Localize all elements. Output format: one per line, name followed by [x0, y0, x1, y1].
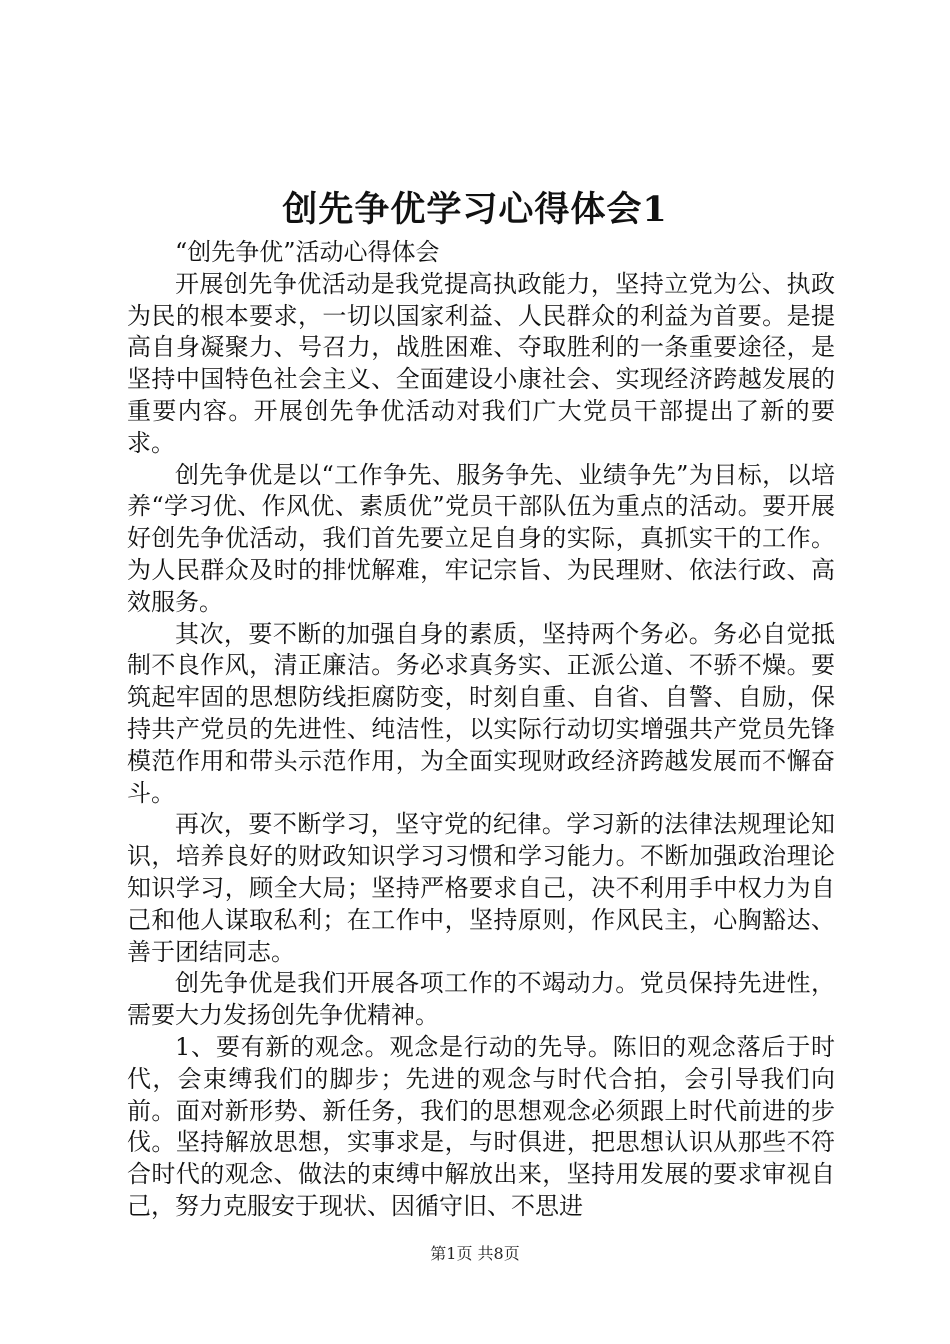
paragraph: 创先争优是以“工作争先、服务争先、业绩争先”为目标，以培养“学习优、作风优、素质优”党员干部队伍为重点的活动。要开展好创先争优活动，我们首先要立足自身的实际，真抓实干的工作。为人民群众及时的排忧解难，牢记宗旨、为民理财、依法行政、高效服务。 — [127, 460, 835, 616]
page-number-footer: 第1页 共8页 — [430, 1244, 520, 1263]
paragraph: 再次，要不断学习，坚守党的纪律。学习新的法律法规理论知识，培养良好的财政知识学习习惯和学习能力。不断加强政治理论知识学习，顾全大局；坚持严格要求自己，决不利用手中权力为自己和他人谋取私利；在工作中，坚持原则，作风民主，心胸豁达、善于团结同志。 — [127, 810, 835, 966]
subtitle: “创先争优”活动心得体会 — [175, 238, 440, 266]
paragraph: 创先争优是我们开展各项工作的不竭动力。党员保持先进性，需要大力发扬创先争优精神。 — [127, 969, 835, 1030]
document-title: 创先争优学习心得体会1 — [282, 189, 668, 230]
paragraph: 其次，要不断的加强自身的素质，坚持两个务必。务必自觉抵制不良作风，清正廉洁。务必求真务实、正派公道、不骄不燥。要筑起牢固的思想防线拒腐防变，时刻自重、自省、自警、自励，保持共产党员的先进性、纯洁性，以实际行动切实增强共产党员先锋模范作用和带头示范作用，为全面实现财政经济跨越发展而不懈奋斗。 — [127, 619, 835, 807]
paragraph: 开展创先争优活动是我党提高执政能力，坚持立党为公、执政为民的根本要求，一切以国家利益、人民群众的利益为首要。是提高自身凝聚力、号召力，战胜困难、夺取胜利的一条重要途径，是坚持中国特色社会主义、全面建设小康社会、实现经济跨越发展的重要内容。开展创先争优活动对我们广大党员干部提出了新的要求。 — [127, 269, 835, 457]
document-body — [127, 237, 835, 1223]
paragraph: 1、要有新的观念。观念是行动的先导。陈旧的观念落后于时代，会束缚我们的脚步；先进的观念与时代合拍，会引导我们向前。面对新形势、新任务，我们的思想观念必须跟上时代前进的步伐。坚持解放思想，实事求是，与时俱进，把思想认识从那些不符合时代的观念、做法的束缚中解放出来，坚持用发展的要求审视自己，努力克服安于现状、因循守旧、不思进 — [127, 1032, 835, 1220]
